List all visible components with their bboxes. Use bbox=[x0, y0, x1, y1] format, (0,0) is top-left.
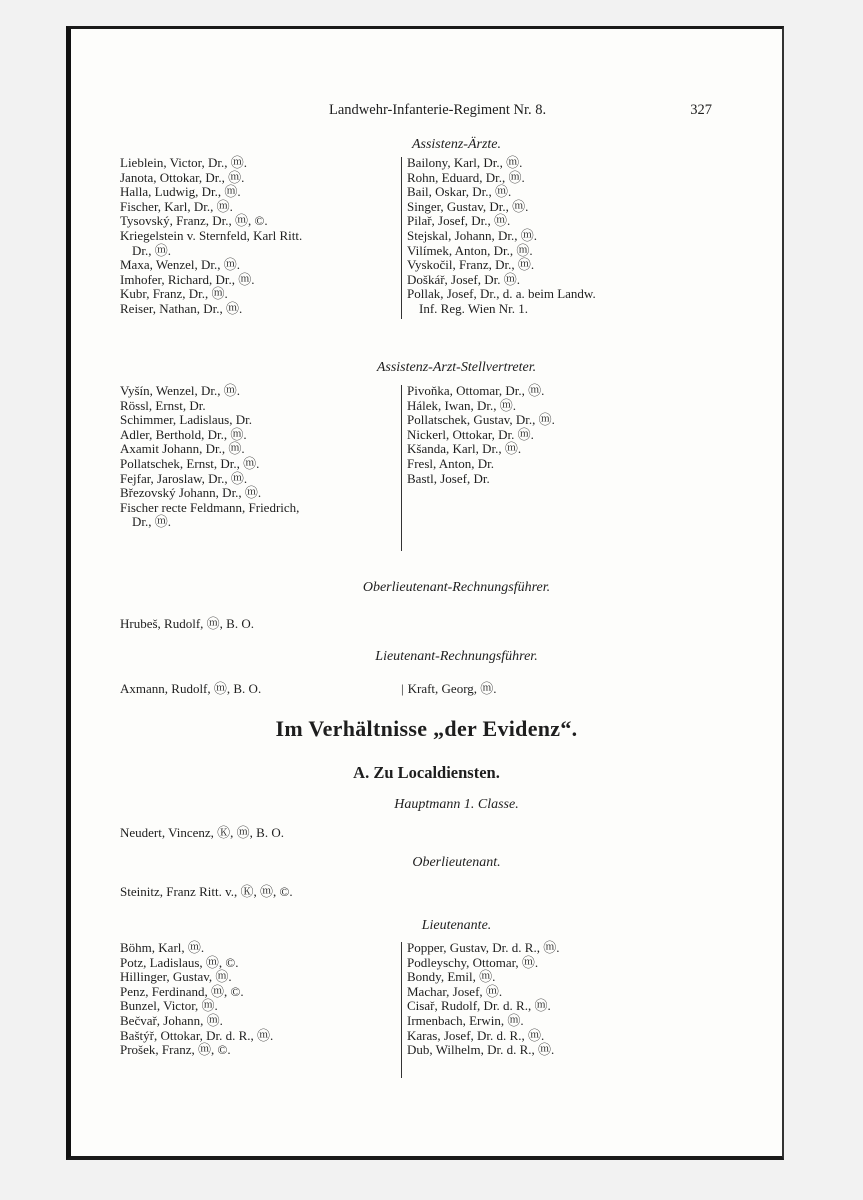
list-item: Prošek, Franz, ⓜ, ©. bbox=[120, 1042, 231, 1058]
sub-heading: A. Zu Localdiensten. bbox=[353, 763, 500, 782]
list-item: Pivoňka, Ottomar, Dr., ⓜ. bbox=[407, 383, 545, 398]
list-item: Podleyschy, Ottomar, ⓜ. bbox=[407, 954, 539, 970]
assistenz-aerzte-right-column bbox=[407, 156, 596, 317]
stellvertreter-left-column bbox=[120, 384, 299, 530]
list-item: Bunzel, Victor, ⓜ. bbox=[120, 998, 218, 1014]
section-heading-oberlieutenant-rechnungsfuehrer: Oberlieutenant-Rechnungsführer. bbox=[362, 580, 551, 595]
list-item: Fischer recte Feldmann, Friedrich, bbox=[120, 499, 300, 515]
list-item: Potz, Ladislaus, ⓜ, ©. bbox=[120, 954, 239, 970]
list-item: Hillinger, Gustav, ⓜ. bbox=[120, 969, 232, 985]
main-heading: Im Verhältnisse „der Evidenz“. bbox=[275, 716, 578, 741]
list-item: Kriegelstein v. Sternfeld, Karl Ritt. bbox=[120, 227, 303, 243]
list-item: Janota, Ottokar, Dr., ⓜ. bbox=[120, 169, 245, 185]
list-item: Bail, Oskar, Dr., ⓜ. bbox=[407, 184, 512, 200]
list-item: Rohn, Eduard, Dr., ⓜ. bbox=[407, 169, 525, 185]
assistenz-aerzte-left-column bbox=[120, 156, 302, 317]
list-item: Maxa, Wenzel, Dr., ⓜ. bbox=[120, 257, 241, 273]
list-item: Axmann, Rudolf, ⓜ, B. O. bbox=[120, 681, 262, 696]
list-item: Bečvař, Johann, ⓜ. bbox=[120, 1012, 223, 1028]
page-number: 327 bbox=[690, 102, 712, 118]
section-heading-hauptmann: Hauptmann 1. Classe. bbox=[394, 797, 519, 812]
document-page bbox=[66, 26, 784, 1160]
section-heading-stellvertreter: Assistenz-Arzt-Stellvertreter. bbox=[376, 360, 537, 375]
list-item: Hálek, Iwan, Dr., ⓜ. bbox=[407, 397, 517, 413]
list-item: Tysovský, Franz, Dr., ⓜ, ©. bbox=[120, 213, 268, 229]
list-item: Karas, Josef, Dr. d. R., ⓜ. bbox=[407, 1027, 545, 1043]
list-item: Reiser, Nathan, Dr., ⓜ. bbox=[120, 300, 243, 316]
section-heading-lieutenante: Lieutenante. bbox=[421, 918, 492, 933]
section-heading-assistenz-aerzte: Assistenz-Ärzte. bbox=[411, 137, 502, 152]
list-item: Inf. Reg. Wien Nr. 1. bbox=[419, 300, 528, 316]
list-item: Halla, Ludwig, Dr., ⓜ. bbox=[120, 184, 241, 200]
list-item: Pollatschek, Ernst, Dr., ⓜ. bbox=[120, 455, 260, 471]
list-item: Bondy, Emil, ⓜ. bbox=[407, 969, 496, 985]
list-item: Singer, Gustav, Dr., ⓜ. bbox=[407, 198, 529, 214]
list-item: Axamit Johann, Dr., ⓜ. bbox=[120, 441, 245, 457]
list-item: Vyšín, Wenzel, Dr., ⓜ. bbox=[120, 383, 241, 398]
list-item: Kubr, Franz, Dr., ⓜ. bbox=[120, 286, 228, 302]
list-item: Baštýř, Ottokar, Dr. d. R., ⓜ. bbox=[120, 1027, 274, 1043]
list-item: Fresl, Anton, Dr. bbox=[407, 455, 495, 471]
list-item: Nickerl, Ottokar, Dr. ⓜ. bbox=[407, 426, 534, 442]
list-item: Irmenbach, Erwin, ⓜ. bbox=[407, 1012, 524, 1028]
list-item: Rössl, Ernst, Dr. bbox=[120, 397, 206, 413]
stellvertreter-right-column bbox=[407, 384, 555, 486]
lieutenante-left-column bbox=[120, 941, 273, 1058]
section-heading-oberlieutenant: Oberlieutenant. bbox=[412, 855, 501, 870]
list-item: Adler, Berthold, Dr., ⓜ. bbox=[120, 426, 247, 442]
list-item: Popper, Gustav, Dr. d. R., ⓜ. bbox=[407, 940, 560, 955]
column-divider bbox=[401, 385, 402, 551]
column-divider bbox=[401, 942, 402, 1078]
list-item: Březovský Johann, Dr., ⓜ. bbox=[120, 485, 262, 501]
list-item: Penz, Ferdinand, ⓜ, ©. bbox=[120, 983, 244, 999]
list-item: Fejfar, Jaroslaw, Dr., ⓜ. bbox=[120, 470, 248, 486]
list-item: Doškář, Josef, Dr. ⓜ. bbox=[407, 271, 521, 287]
list-item: Stejskal, Johann, Dr., ⓜ. bbox=[407, 227, 537, 243]
list-item: | Kraft, Georg, ⓜ. bbox=[401, 681, 497, 696]
list-item: Dr., ⓜ. bbox=[132, 242, 172, 258]
list-item: Schimmer, Ladislaus, Dr. bbox=[120, 412, 252, 428]
list-item: Kšanda, Karl, Dr., ⓜ. bbox=[407, 441, 522, 457]
list-item: Imhofer, Richard, Dr., ⓜ. bbox=[120, 271, 255, 287]
lieutenante-right-column bbox=[407, 941, 559, 1058]
list-item: Cisař, Rudolf, Dr. d. R., ⓜ. bbox=[407, 998, 551, 1014]
list-item: Pollak, Josef, Dr., d. a. beim Landw. bbox=[407, 286, 596, 302]
list-item: Pilař, Josef, Dr., ⓜ. bbox=[407, 213, 511, 229]
list-item: Vyskočil, Franz, Dr., ⓜ. bbox=[407, 257, 535, 273]
running-header bbox=[71, 102, 782, 122]
list-item: Machar, Josef, ⓜ. bbox=[407, 983, 503, 999]
list-item: Pollatschek, Gustav, Dr., ⓜ. bbox=[407, 412, 555, 428]
column-divider bbox=[401, 157, 402, 319]
list-item: Dr., ⓜ. bbox=[132, 514, 172, 530]
list-item: Fischer, Karl, Dr., ⓜ. bbox=[120, 198, 233, 214]
regiment-title: Landwehr-Infanterie-Regiment Nr. 8. bbox=[329, 102, 547, 118]
column-divider: | bbox=[401, 681, 404, 696]
list-item: Bailony, Karl, Dr., ⓜ. bbox=[407, 155, 523, 170]
list-item: Steinitz, Franz Ritt. v., Ⓚ, ⓜ, ©. bbox=[120, 884, 293, 899]
list-item: Dub, Wilhelm, Dr. d. R., ⓜ. bbox=[407, 1042, 555, 1058]
list-item: Vilímek, Anton, Dr., ⓜ. bbox=[407, 242, 533, 258]
list-item: Lieblein, Victor, Dr., ⓜ. bbox=[120, 155, 247, 170]
section-heading-lieutenant-rechnungsfuehrer: Lieutenant-Rechnungsführer. bbox=[375, 649, 538, 664]
list-item: Neudert, Vincenz, Ⓚ, ⓜ, B. O. bbox=[120, 825, 284, 840]
list-item: Hrubeš, Rudolf, ⓜ, B. O. bbox=[120, 616, 254, 631]
list-item: Bastl, Josef, Dr. bbox=[407, 470, 490, 486]
list-item: Böhm, Karl, ⓜ. bbox=[120, 940, 205, 955]
